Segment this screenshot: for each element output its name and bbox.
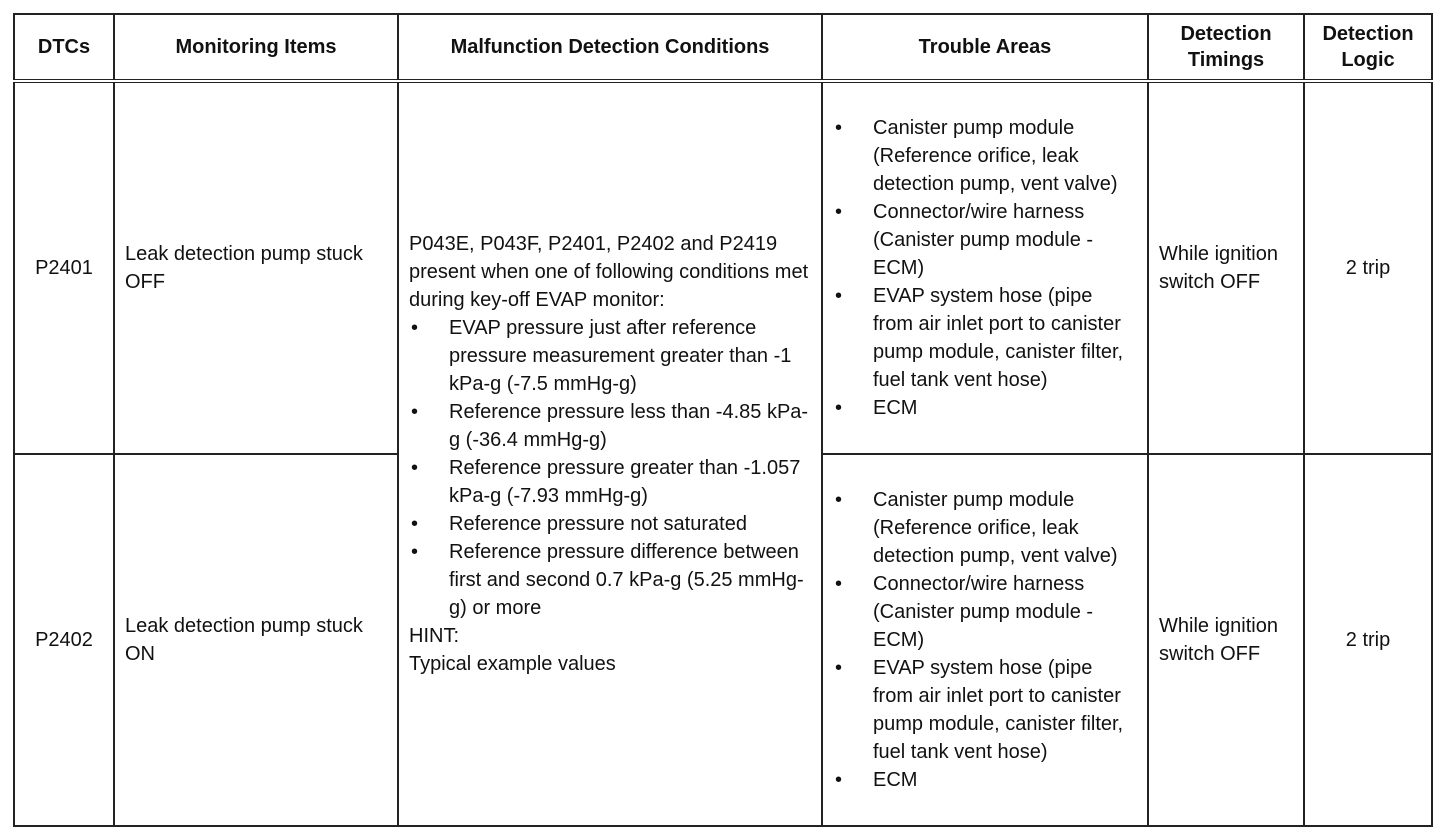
list-item: • Connector/wire harness (Canister pump module - ECM) bbox=[833, 570, 1137, 654]
header-monitoring-items: Monitoring Items bbox=[114, 14, 398, 81]
detection-logic: 2 trip bbox=[1304, 81, 1432, 454]
dtc-code: P2402 bbox=[14, 454, 114, 826]
list-item: • Reference pressure difference between first and second 0.7 kPa-g (5.25 mmHg-g) or more bbox=[409, 538, 811, 622]
conditions-list bbox=[409, 314, 811, 622]
conditions-intro: P043E, P043F, P2401, P2402 and P2419 present when one of following conditions met during key-off EVAP monitor: bbox=[409, 233, 809, 311]
header-timings-line1: Detection bbox=[1180, 23, 1272, 45]
list-item: • Reference pressure less than -4.85 kPa-g (-36.4 mmHg-g) bbox=[409, 398, 811, 454]
detection-timing: While ignition switch OFF bbox=[1148, 454, 1304, 826]
header-detection-timings bbox=[1148, 14, 1304, 81]
header-logic-line1: Detection bbox=[1322, 23, 1414, 45]
monitoring-item: Leak detection pump stuck OFF bbox=[114, 81, 398, 454]
header-detection-logic bbox=[1304, 14, 1432, 81]
hint-label: HINT: bbox=[409, 625, 459, 647]
detection-conditions bbox=[398, 81, 822, 826]
header-detection-conditions: Malfunction Detection Conditions bbox=[398, 14, 822, 81]
hint-text: Typical example values bbox=[409, 653, 616, 675]
dtc-code: P2401 bbox=[14, 81, 114, 454]
trouble-list bbox=[833, 486, 1137, 794]
list-item: • ECM bbox=[833, 394, 1137, 422]
detection-logic: 2 trip bbox=[1304, 454, 1432, 826]
table-row bbox=[14, 81, 1432, 454]
list-item: • Reference pressure greater than -1.057 kPa-g (-7.93 mmHg-g) bbox=[409, 454, 811, 510]
header-logic-line2: Logic bbox=[1341, 49, 1395, 71]
list-item: • EVAP system hose (pipe from air inlet port to canister pump module, canister filter, fuel tank vent hose) bbox=[833, 282, 1137, 394]
header-dtcs: DTCs bbox=[14, 14, 114, 81]
trouble-areas bbox=[822, 81, 1148, 454]
trouble-list bbox=[833, 114, 1137, 422]
dtc-table bbox=[13, 13, 1433, 827]
header-timings-line2: Timings bbox=[1187, 49, 1265, 71]
list-item: • Canister pump module (Reference orifice, leak detection pump, vent valve) bbox=[833, 114, 1137, 198]
list-item: • Reference pressure not saturated bbox=[409, 510, 811, 538]
monitoring-item: Leak detection pump stuck ON bbox=[114, 454, 398, 826]
list-item: • Connector/wire harness (Canister pump module - ECM) bbox=[833, 198, 1137, 282]
list-item: • ECM bbox=[833, 766, 1137, 794]
detection-timing: While ignition switch OFF bbox=[1148, 81, 1304, 454]
list-item: • EVAP pressure just after reference pressure measurement greater than -1 kPa-g (-7.5 mmHg-g) bbox=[409, 314, 811, 398]
dtc-table-wrapper bbox=[13, 13, 1433, 827]
header-row bbox=[14, 14, 1432, 81]
list-item: • Canister pump module (Reference orifice, leak detection pump, vent valve) bbox=[833, 486, 1137, 570]
trouble-areas bbox=[822, 454, 1148, 826]
list-item: • EVAP system hose (pipe from air inlet port to canister pump module, canister filter, fuel tank vent hose) bbox=[833, 654, 1137, 766]
header-trouble-areas: Trouble Areas bbox=[822, 14, 1148, 81]
